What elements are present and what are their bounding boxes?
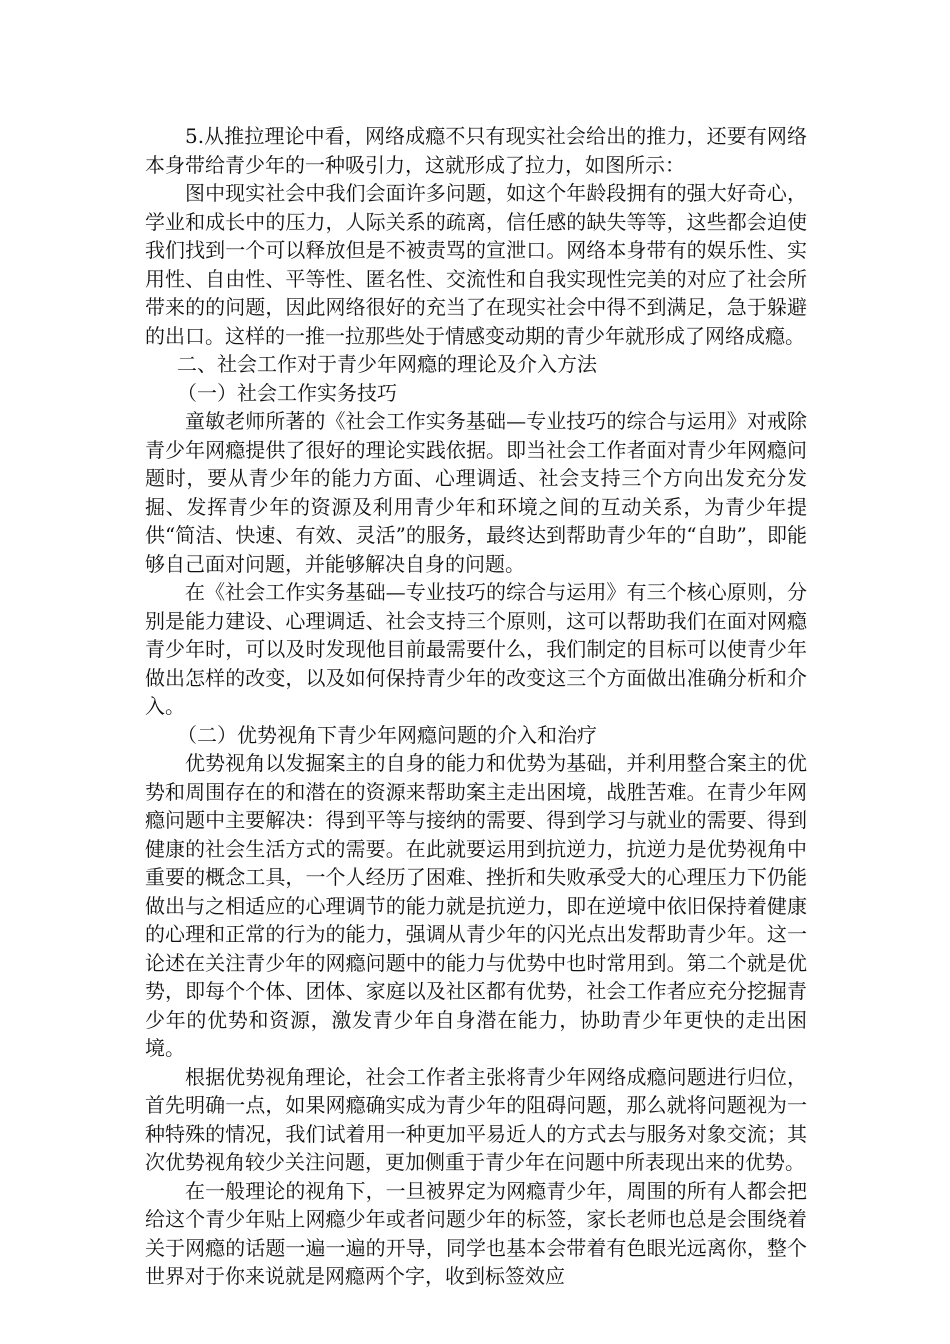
paragraph-reality-problems: 图中现实社会中我们会面许多问题，如这个年龄段拥有的强大好奇心，学业和成长中的压力，人际关系的疏离，信任感的缺失等等，这些都会迫使我们找到一个可以释放但是不被责骂的宣泄口。网络本身带有的娱乐性、实用性、自由性、平等性、匿名性、交流性和自我实现性完美的对应了社会所带来的的问题，因此网络很好的充当了在现实社会中得不到满足，急于躲避的出口。这样的一推一拉那些处于情感变动期的青少年就形成了网络成瘾。 <box>145 181 807 348</box>
paragraph-tong-min: 童敏老师所著的《社会工作实务基础—专业技巧的综合与运用》对戒除青少年网瘾提供了很好的理论实践依据。即当社会工作者面对青少年网瘾问题时，要从青少年的能力方面、心理调适、社会支持三个方向出发充分发掘、发挥青少年的资源及利用青少年和环境之间的互动关系，为青少年提供“简洁、快速、有效、灵活”的服务，最终达到帮助青少年的“自助”，即能够自己面对问题，并能够解决自身的问题。 <box>145 409 807 576</box>
document-body <box>145 122 807 1291</box>
section-heading-2: 二、社会工作对于青少年网瘾的理论及介入方法 <box>177 352 597 376</box>
paragraph-core-principles: 在《社会工作实务基础—专业技巧的综合与运用》有三个核心原则，分别是能力建设、心理调适、社会支持三个原则，这可以帮助我们在面对网瘾青少年时，可以及时发现他目前最需要什么，我们制定的目标可以使青少年做出怎样的改变，以及如何保持青少年的改变这三个方面做出准确分析和介入。 <box>145 580 807 718</box>
paragraph-push-pull: 5.从推拉理论中看，网络成瘾不只有现实社会给出的推力，还要有网络本身带给青少年的一种吸引力，这就形成了拉力，如图所示： <box>145 124 807 177</box>
paragraph-strengths-theory: 根据优势视角理论，社会工作者主张将青少年网络成瘾问题进行归位，首先明确一点，如果网瘾确实成为青少年的阻碍问题，那么就将问题视为一种特殊的情况，我们试着用一种更加平易近人的方式去与服务对象交流；其次优势视角较少关注问题，更加侧重于青少年在问题中所表现出来的优势。 <box>145 1064 807 1174</box>
subsection-heading-1: （一）社会工作实务技巧 <box>177 380 397 405</box>
subsection-heading-2: （二）优势视角下青少年网瘾问题的介入和治疗 <box>177 722 597 747</box>
paragraph-strengths-perspective: 优势视角以发掘案主的自身的能力和优势为基础，并利用整合案主的优势和周围存在的和潜在的资源来帮助案主走出困境，战胜苦难。在青少年网瘾问题中主要解决：得到平等与接纳的需要、得到学习与就业的需要、得到健康的社会生活方式的需要。在此就要运用到抗逆力，抗逆力是优势视角中重要的概念工具，一个人经历了困难、挫折和失败承受大的心理压力下仍能做出与之相适应的心理调节的能力就是抗逆力，即在逆境中依旧保持着健康的心理和正常的行为的能力，强调从青少年的闪光点出发帮助青少年。这一论述在关注青少年的网瘾问题中的能力与优势中也时常用到。第二个就是优势，即每个个体、团体、家庭以及社区都有优势，社会工作者应充分挖掘青少年的优势和资源，激发青少年自身潜在能力，协助青少年更快的走出困境。 <box>145 751 807 1060</box>
paragraph-labeling: 在一般理论的视角下，一旦被界定为网瘾青少年，周围的所有人都会把给这个青少年贴上网瘾少年或者问题少年的标签，家长老师也总是会围绕着关于网瘾的话题一遍一遍的开导，同学也基本会带着有色眼光远离你，整个世界对于你来说就是网瘾两个字，收到标签效应 <box>145 1178 807 1288</box>
